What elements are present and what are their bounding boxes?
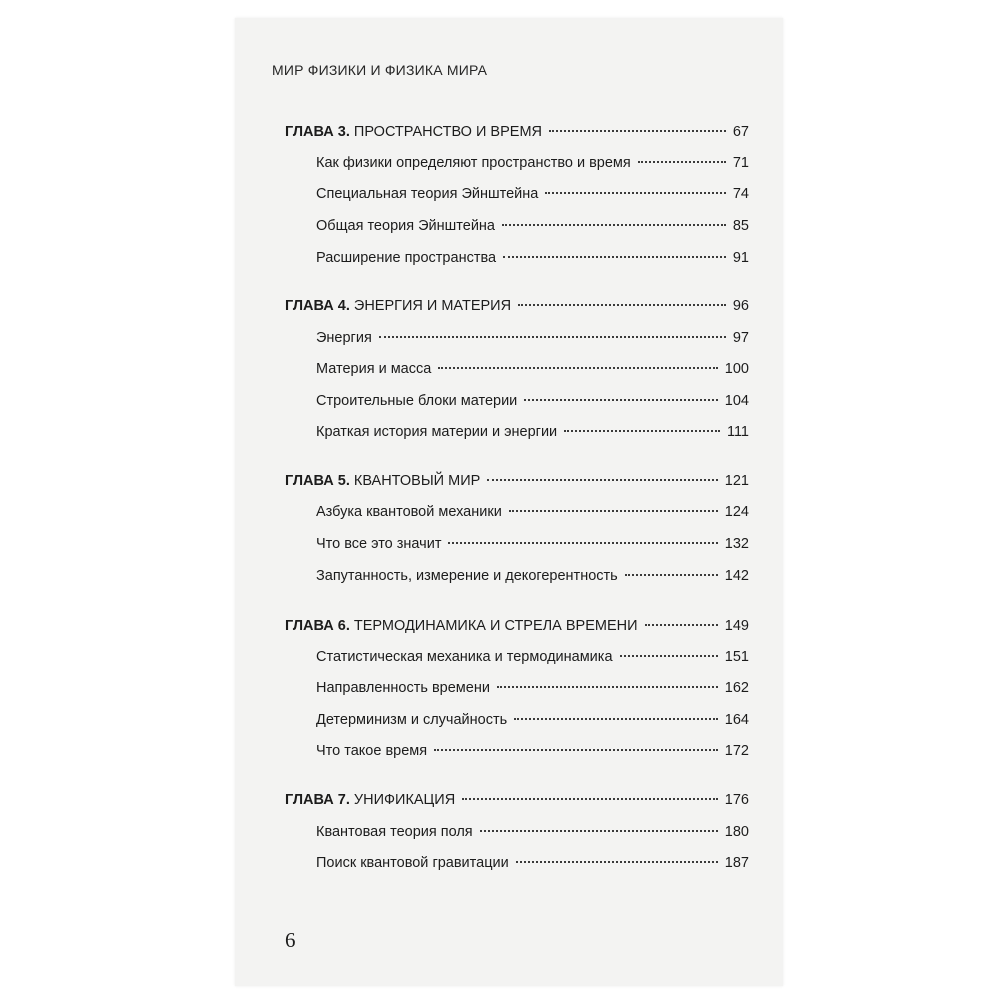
dot-leader xyxy=(645,624,718,626)
toc-section xyxy=(316,504,749,530)
toc-chapter-5 xyxy=(285,473,749,499)
toc-chapter-4 xyxy=(285,298,749,324)
section-title: Краткая история материи и энергии xyxy=(316,424,558,440)
dot-leader xyxy=(487,479,718,481)
toc-chapter-6 xyxy=(285,618,749,644)
toc-section xyxy=(316,712,749,738)
section-title: Азбука квантовой механики xyxy=(316,504,502,520)
page-ref: 124 xyxy=(724,504,749,520)
toc-section xyxy=(316,218,749,244)
dot-leader xyxy=(497,686,718,688)
chapter-title: ЭНЕРГИЯ И МАТЕРИЯ xyxy=(353,298,512,314)
page-ref: 111 xyxy=(726,424,749,440)
page-ref: 172 xyxy=(724,743,749,759)
chapter-number: ГЛАВА 7. xyxy=(285,792,350,808)
section-title: Специальная теория Эйнштейна xyxy=(316,186,539,202)
dot-leader xyxy=(638,161,726,163)
chapter-number: ГЛАВА 5. xyxy=(285,473,350,489)
dot-leader xyxy=(480,830,718,832)
page-ref: 180 xyxy=(724,824,749,840)
dot-leader xyxy=(448,542,717,544)
toc-section xyxy=(316,824,749,850)
page-ref: 71 xyxy=(732,155,749,171)
page-ref: 104 xyxy=(724,393,749,409)
dot-leader xyxy=(545,192,726,194)
dot-leader xyxy=(379,336,726,338)
chapter-title: ПРОСТРАНСТВО И ВРЕМЯ xyxy=(353,124,542,140)
dot-leader xyxy=(620,655,718,657)
toc-section xyxy=(316,855,749,881)
toc-section xyxy=(316,250,749,276)
section-title: Что такое время xyxy=(316,743,428,759)
dot-leader xyxy=(524,399,718,401)
toc-section xyxy=(316,330,749,356)
page-ref: 96 xyxy=(732,298,749,314)
section-title: Энергия xyxy=(316,330,372,346)
section-title: Материя и масса xyxy=(316,361,432,377)
toc-chapter-3 xyxy=(285,124,749,150)
dot-leader xyxy=(549,130,726,132)
page-ref: 100 xyxy=(724,361,749,377)
page-ref: 142 xyxy=(724,568,749,584)
section-title: Запутанность, измерение и декогерентность xyxy=(316,568,618,584)
page-number: 6 xyxy=(285,928,296,952)
page-ref: 97 xyxy=(732,330,749,346)
chapter-number: ГЛАВА 3. xyxy=(285,124,350,140)
toc-section xyxy=(316,649,749,675)
chapter-title: УНИФИКАЦИЯ xyxy=(353,792,456,808)
chapter-title: КВАНТОВЫЙ МИР xyxy=(353,473,481,489)
page-ref: 151 xyxy=(724,649,749,665)
section-title: Статистическая механика и термодинамика xyxy=(316,649,613,665)
dot-leader xyxy=(625,574,718,576)
dot-leader xyxy=(514,718,718,720)
page-ref: 74 xyxy=(732,186,749,202)
chapter-number: ГЛАВА 4. xyxy=(285,298,350,314)
page-ref: 164 xyxy=(724,712,749,728)
toc-section xyxy=(316,743,749,769)
dot-leader xyxy=(516,861,718,863)
toc-section xyxy=(316,536,749,562)
toc-section xyxy=(316,186,749,212)
section-title: Детерминизм и случайность xyxy=(316,712,508,728)
toc-section xyxy=(316,680,749,706)
toc-section xyxy=(316,361,749,387)
page-ref: 91 xyxy=(732,250,749,266)
page-ref: 162 xyxy=(724,680,749,696)
page-ref: 121 xyxy=(724,473,749,489)
toc-section xyxy=(316,393,749,419)
dot-leader xyxy=(434,749,718,751)
page-ref: 187 xyxy=(724,855,749,871)
section-title: Направленность времени xyxy=(316,680,490,696)
dot-leader xyxy=(462,798,718,800)
page-ref: 176 xyxy=(724,792,749,808)
dot-leader xyxy=(438,367,717,369)
section-title: Квантовая теория поля xyxy=(316,824,473,840)
dot-leader xyxy=(564,430,720,432)
section-title: Как физики определяют пространство и время xyxy=(316,155,631,171)
page-ref: 85 xyxy=(732,218,749,234)
section-title: Общая теория Эйнштейна xyxy=(316,218,495,234)
section-title: Расширение пространства xyxy=(316,250,497,266)
chapter-number: ГЛАВА 6. xyxy=(285,618,350,634)
toc-section xyxy=(316,424,749,450)
toc-section xyxy=(316,568,749,594)
dot-leader xyxy=(502,224,726,226)
toc-chapter-7 xyxy=(285,792,749,818)
page-ref: 149 xyxy=(724,618,749,634)
dot-leader xyxy=(503,256,726,258)
running-head: МИР ФИЗИКИ И ФИЗИКА МИРА xyxy=(272,62,488,78)
chapter-title: ТЕРМОДИНАМИКА И СТРЕЛА ВРЕМЕНИ xyxy=(353,618,638,634)
section-title: Строительные блоки материи xyxy=(316,393,518,409)
section-title: Поиск квантовой гравитации xyxy=(316,855,509,871)
dot-leader xyxy=(518,304,726,306)
dot-leader xyxy=(509,510,718,512)
page-ref: 132 xyxy=(724,536,749,552)
toc-section xyxy=(316,155,749,181)
section-title: Что все это значит xyxy=(316,536,442,552)
page-ref: 67 xyxy=(732,124,749,140)
